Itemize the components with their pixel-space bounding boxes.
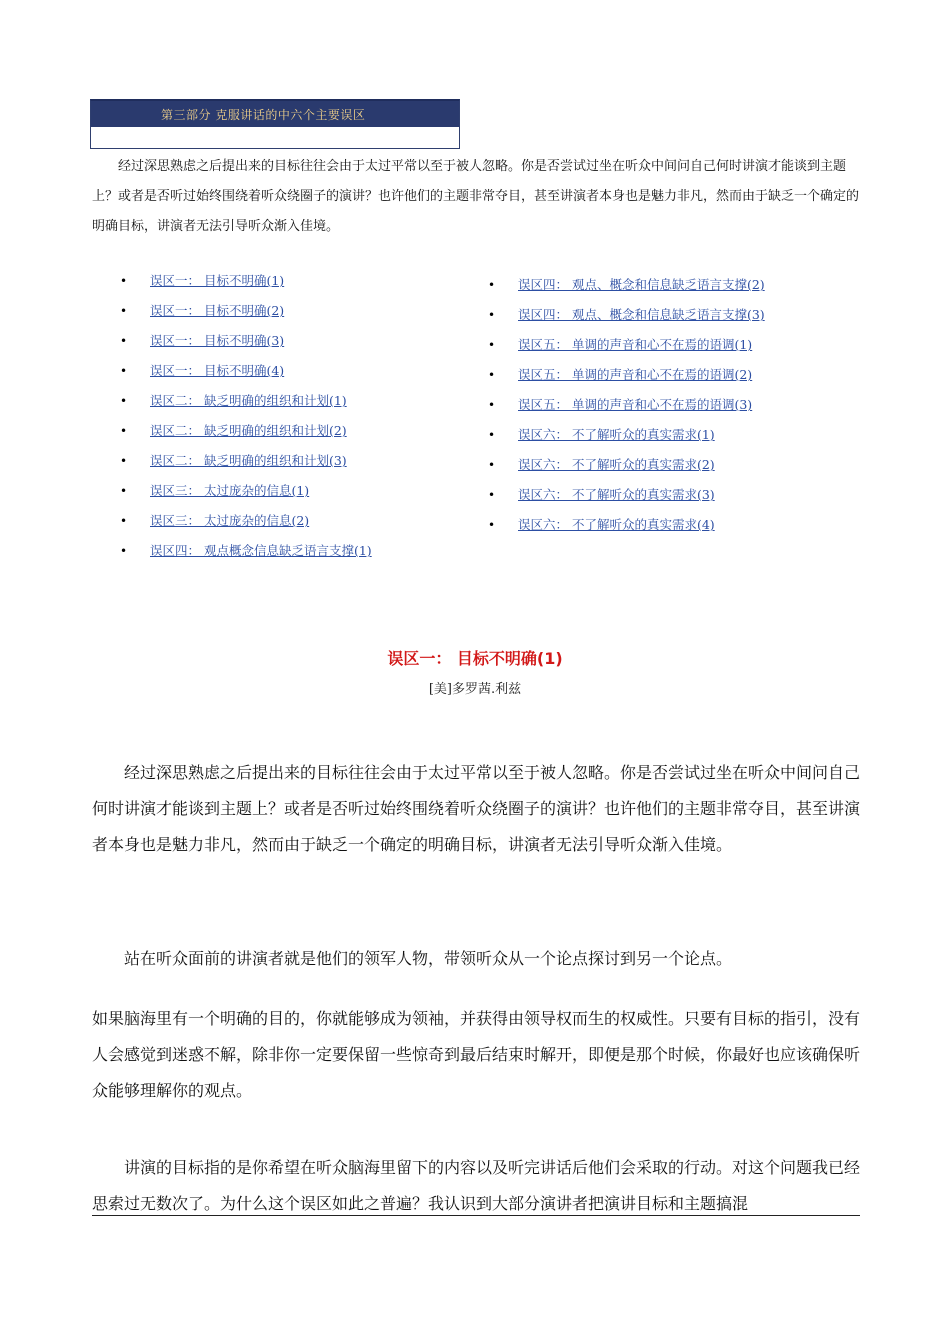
body-paragraph: 讲演的目标指的是你希望在听众脑海里留下的内容以及听完讲话后他们会采取的行动。对这个问题我已经思索过无数次了。为什么这个误区如此之普遍？我认识到大部分演讲者把演讲目标和主题搞混 — [92, 1158, 861, 1213]
toc-item — [488, 305, 765, 335]
toc-item — [120, 331, 372, 361]
bullet-icon: • — [120, 454, 128, 468]
toc-link[interactable]: 误区四： 观点概念信息缺乏语言支撑(1) — [150, 543, 372, 558]
bullet-icon: • — [120, 274, 128, 288]
bullet-icon: • — [488, 308, 496, 322]
page-bottom-rule — [92, 1215, 860, 1216]
toc-item — [488, 395, 765, 425]
body-paragraph: 站在听众面前的讲演者就是他们的领军人物，带领听众从一个论点探讨到另一个论点。 — [124, 949, 733, 968]
bullet-icon: • — [120, 304, 128, 318]
bullet-icon: • — [488, 368, 496, 382]
toc-item — [120, 391, 372, 421]
bullet-icon: • — [488, 488, 496, 502]
toc-link[interactable]: 误区三： 太过庞杂的信息(1) — [150, 483, 310, 498]
toc-item — [120, 541, 372, 571]
toc-link[interactable]: 误区一： 目标不明确(1) — [150, 273, 285, 288]
toc-link[interactable]: 误区六： 不了解听众的真实需求(4) — [518, 517, 715, 532]
toc-left-column — [120, 271, 372, 571]
toc-item — [120, 451, 372, 481]
toc-link[interactable]: 误区五： 单调的声音和心不在焉的语调(2) — [518, 367, 753, 382]
bullet-icon: • — [488, 428, 496, 442]
toc-link[interactable]: 误区二： 缺乏明确的组织和计划(2) — [150, 423, 347, 438]
body-paragraph: 经过深思熟虑之后提出来的目标往往会由于太过平常以至于被人忽略。你是否尝试过坐在听众中间问自己何时讲演才能谈到主题上？或者是否听过始终围绕着听众绕圈子的演讲？也许他们的主题非常夺目，甚至讲演者本身也是魅力非凡，然而由于缺乏一个确定的明确目标，讲演者无法引导听众渐入佳境。 — [92, 763, 861, 854]
body-paragraph: 如果脑海里有一个明确的目的，你就能够成为领袖，并获得由领导权而生的权威性。只要有目标的指引，没有人会感觉到迷惑不解，除非你一定要保留一些惊奇到最后结束时解开，即便是那个时候，你最好也应该确保听众能够理解你的观点。 — [92, 1009, 861, 1100]
intro-paragraph: 经过深思熟虑之后提出来的目标往往会由于太过平常以至于被人忽略。你是否尝试过坐在听众中间问自己何时讲演才能谈到主题上？或者是否听过始终围绕着听众绕圈子的演讲？也许他们的主题非常夺目，甚至讲演者本身也是魅力非凡，然而由于缺乏一个确定的明确目标，讲演者无法引导听众渐入佳境。 — [92, 159, 860, 234]
toc-link[interactable]: 误区六： 不了解听众的真实需求(2) — [518, 457, 715, 472]
part-header-bar — [91, 101, 459, 127]
toc-item — [120, 271, 372, 301]
part-header — [90, 99, 460, 149]
toc-item — [120, 301, 372, 331]
toc-link[interactable]: 误区三： 太过庞杂的信息(2) — [150, 513, 310, 528]
section-title: 误区一： 目标不明确(1) — [387, 649, 563, 668]
toc-link[interactable]: 误区四： 观点、概念和信息缺乏语言支撑(3) — [518, 307, 765, 322]
part-title: 第三部分 克服讲话的中六个主要误区 — [161, 108, 366, 122]
bullet-icon: • — [488, 518, 496, 532]
toc-item — [488, 365, 765, 395]
toc-link[interactable]: 误区一： 目标不明确(3) — [150, 333, 285, 348]
bullet-icon: • — [120, 424, 128, 438]
bullet-icon: • — [120, 544, 128, 558]
toc-link[interactable]: 误区一： 目标不明确(2) — [150, 303, 285, 318]
bullet-icon: • — [120, 484, 128, 498]
toc-item — [488, 425, 765, 455]
bullet-icon: • — [120, 514, 128, 528]
toc-link[interactable]: 误区五： 单调的声音和心不在焉的语调(3) — [518, 397, 753, 412]
toc-item — [120, 481, 372, 511]
bullet-icon: • — [488, 458, 496, 472]
toc-link[interactable]: 误区二： 缺乏明确的组织和计划(1) — [150, 393, 347, 408]
bullet-icon: • — [488, 338, 496, 352]
toc-link[interactable]: 误区二： 缺乏明确的组织和计划(3) — [150, 453, 347, 468]
bullet-icon: • — [488, 398, 496, 412]
toc-item — [120, 421, 372, 451]
toc-item — [488, 335, 765, 365]
toc-right-column — [488, 275, 765, 545]
toc-link[interactable]: 误区六： 不了解听众的真实需求(3) — [518, 487, 715, 502]
toc-link[interactable]: 误区六： 不了解听众的真实需求(1) — [518, 427, 715, 442]
toc-link[interactable]: 误区一： 目标不明确(4) — [150, 363, 285, 378]
toc-item — [120, 511, 372, 541]
toc-link[interactable]: 误区四： 观点、概念和信息缺乏语言支撑(2) — [518, 277, 765, 292]
toc-item — [120, 361, 372, 391]
bullet-icon: • — [120, 334, 128, 348]
toc-item — [488, 485, 765, 515]
toc-item — [488, 455, 765, 485]
toc-item — [488, 515, 765, 545]
toc-link[interactable]: 误区五： 单调的声音和心不在焉的语调(1) — [518, 337, 753, 352]
bullet-icon: • — [120, 394, 128, 408]
bullet-icon: • — [120, 364, 128, 378]
section-author: [美]多罗茜.利兹 — [428, 682, 522, 697]
toc-item — [488, 275, 765, 305]
bullet-icon: • — [488, 278, 496, 292]
